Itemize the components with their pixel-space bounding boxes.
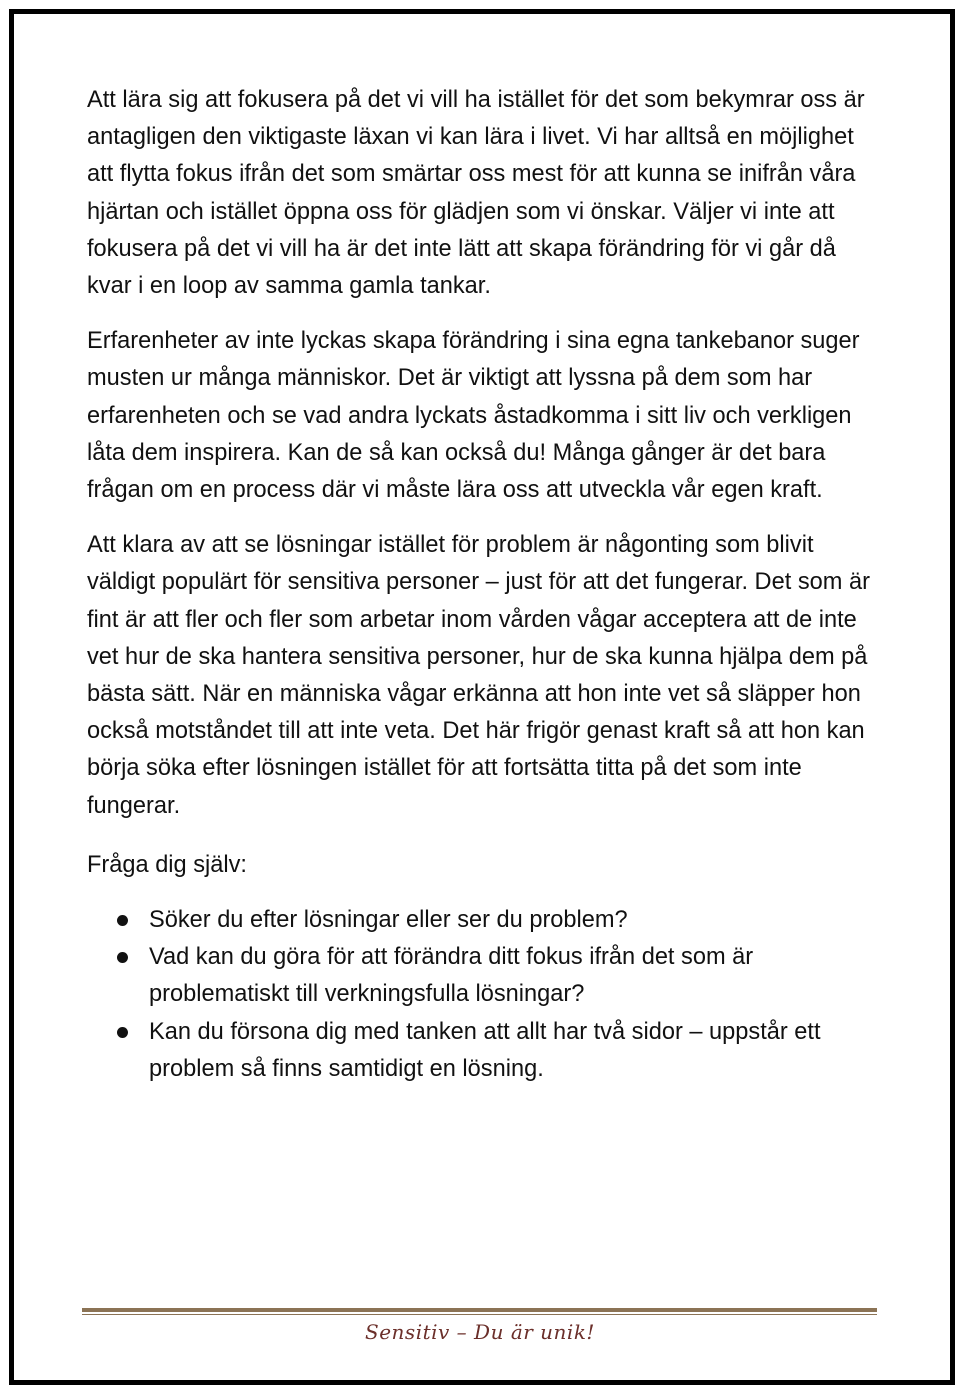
question-list [87, 902, 877, 1088]
question-item [87, 939, 877, 1013]
questions-heading: Fråga dig själv: [87, 851, 247, 878]
question-text: Söker du efter lösningar eller ser du problem? [149, 907, 628, 934]
question-item [87, 902, 877, 939]
bullet-icon [117, 952, 128, 963]
paragraph-3: Att klara av att se lösningar istället för problem är någonting som blivit väldigt populärt för sensitiva personer – just för att det fungerar. Det som är fint är att fler och fler som arbetar inom vården vågar acceptera att de inte vet hur de ska hantera sensitiva personer, hur de ska kunna hjälpa dem på bästa sätt. När en människa vågar erkänna att hon inte vet så släpper hon också motståndet till att inte veta. Det här frigör genast kraft så att hon kan börja söka efter lösningen istället för att fortsätta titta på det som inte fungerar. [87, 532, 870, 819]
document-body [87, 82, 877, 1088]
bullet-icon [117, 1027, 128, 1038]
footer-title: Sensitiv – Du är unik! [365, 1320, 595, 1344]
footer-divider-thin [82, 1314, 877, 1315]
paragraph-2: Erfarenheter av inte lyckas skapa förändring i sina egna tankebanor suger musten ur många människor. Det är viktigt att lyssna på dem som har erfarenheten och se vad andra lyckats åstadkomma i sitt liv och verkligen låta dem inspirera. Kan de så kan också du! Många gånger är det bara frågan om en process där vi måste lära oss att utveckla vår egen kraft. [87, 328, 860, 504]
footer-divider [82, 1308, 877, 1312]
question-text: Vad kan du göra för att förändra ditt fokus ifrån det som är problematiskt till verkningsfulla lösningar? [149, 944, 754, 1008]
paragraph-1: Att lära sig att fokusera på det vi vill ha istället för det som bekymrar oss är antagligen den viktigaste läxan vi kan lära i livet. Vi har alltså en möjlighet att flytta fokus ifrån det som smärtar oss mest för att kunna se inifrån våra hjärtan och istället öppna oss för glädjen som vi önskar. Väljer vi inte att fokusera på det vi vill ha är det inte lätt att skapa förändring för vi går då kvar i en loop av samma gamla tankar. [87, 87, 865, 300]
question-text: Kan du försona dig med tanken att allt har två sidor – uppstår ett problem så finns samtidigt en lösning. [149, 1018, 821, 1082]
question-item [87, 1014, 877, 1088]
bullet-icon [117, 915, 128, 926]
